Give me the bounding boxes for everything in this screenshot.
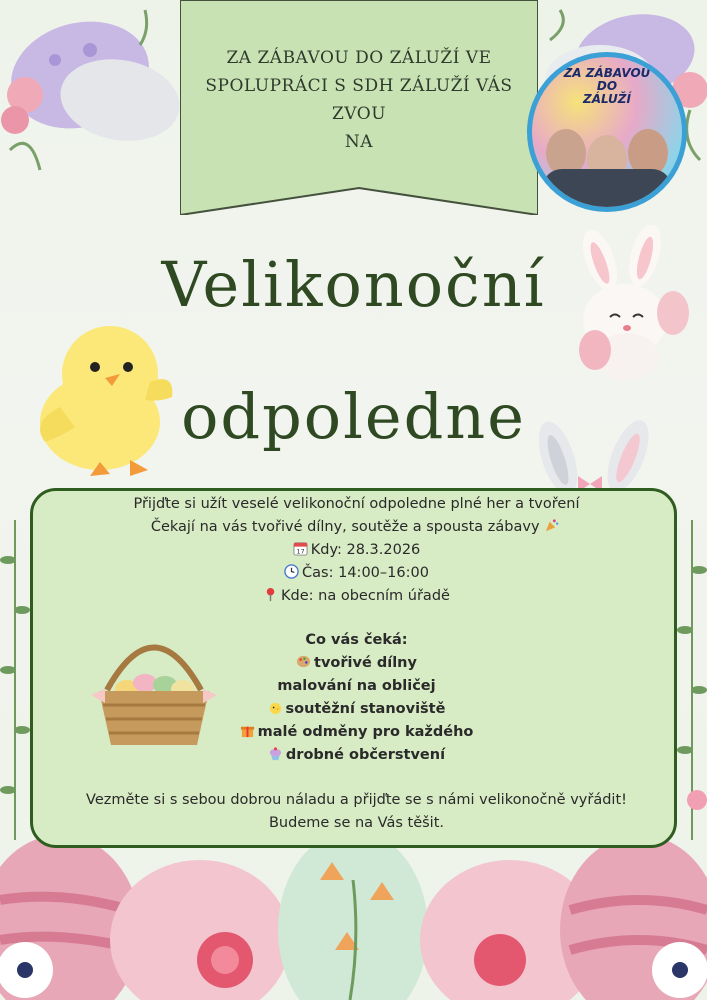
program-item: soutěžní stanoviště [285, 701, 446, 717]
party-popper-icon [544, 518, 559, 533]
event-intro [33, 493, 680, 608]
organizer-logo [527, 52, 687, 212]
clock-icon [284, 564, 299, 579]
event-time: Čas: 14:00–16:00 [302, 565, 429, 581]
program-item: drobné občerstvení [285, 747, 446, 763]
intro-line-1: Přijďte si užít veselé velikonoční odpoledne plné her a tvoření [133, 496, 580, 512]
logo-line-3: ZÁLUŽÍ [583, 92, 631, 106]
intro-line-2-row [33, 516, 680, 539]
logo-line-2: DO [596, 79, 618, 93]
banner-line-3: NA [344, 132, 374, 152]
calendar-icon [293, 541, 308, 556]
program-item-row [33, 652, 680, 675]
pin-icon [263, 587, 278, 602]
invitation-banner [180, 0, 538, 215]
program-heading: Co vás čeká: [305, 632, 408, 648]
cupcake-icon [268, 746, 283, 761]
when-row [33, 539, 680, 562]
palette-icon [296, 654, 311, 669]
banner-line-2: SPOLUPRÁCI S SDH ZÁLUŽÍ VÁS ZVOU [205, 76, 513, 124]
program-item-row [33, 698, 680, 721]
intro-line-2: Čekají na vás tvořivé dílny, soutěže a spousta zábavy [150, 519, 540, 535]
program-item: malé odměny pro každého [257, 724, 474, 740]
leaves-right-decoration [677, 520, 707, 840]
program-item-row [33, 675, 680, 698]
outro-line-2: Budeme se na Vás těšit. [268, 815, 444, 831]
svg-text:17: 17 [296, 547, 305, 556]
where-row [33, 585, 680, 608]
gift-icon [240, 723, 255, 738]
program-item: malování na obličej [277, 678, 436, 694]
program-item-row [33, 744, 680, 767]
event-date: Kdy: 28.3.2026 [310, 542, 421, 558]
outro-line-1: Vezměte si s sebou dobrou náladu a přijďte se s námi velikonočně vyřádit! [86, 792, 627, 808]
banner-line-1: ZA ZÁBAVOU DO ZÁLUŽÍ VE [226, 48, 492, 68]
people-photo-shirts [542, 169, 672, 209]
program-list [33, 629, 680, 767]
time-row [33, 562, 680, 585]
program-item-row [33, 721, 680, 744]
chick-icon [268, 700, 283, 715]
leaves-left-decoration [0, 520, 30, 840]
event-title-line-1: Velikonoční [161, 248, 546, 321]
event-location: Kde: na obecním úřadě [281, 588, 450, 604]
program-item: tvořivé dílny [314, 655, 417, 671]
event-title-line-2: odpoledne [181, 380, 526, 453]
logo-line-1: ZA ZÁBAVOU [563, 66, 651, 80]
event-info-box [30, 488, 677, 848]
closing-text [33, 789, 680, 835]
easter-eggs-top-left-decoration [0, 0, 200, 200]
